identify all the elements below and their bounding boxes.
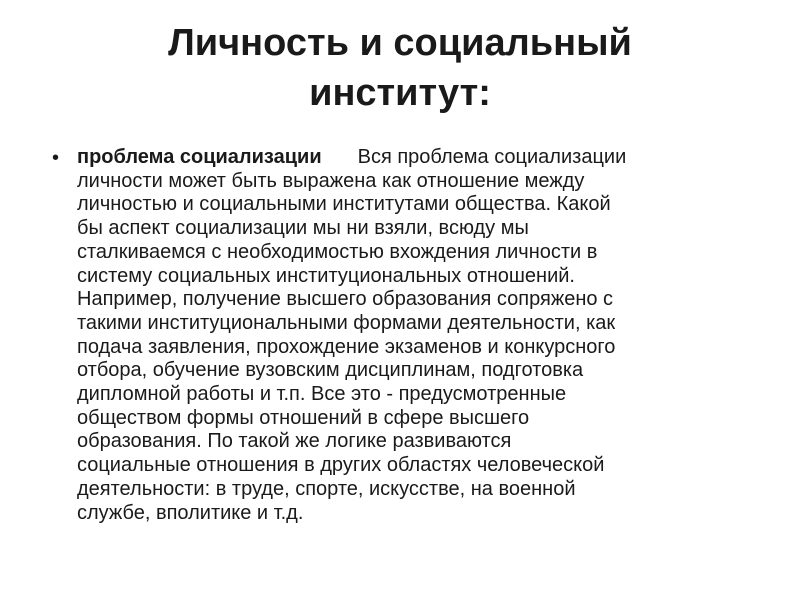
body-line-2: личности может быть выражена как отношение между (77, 169, 585, 192)
body-line-16: службе, вполитике и т.д. (77, 501, 304, 524)
body-line-14: социальные отношения в других областях человеческой (77, 454, 605, 477)
bullet-paragraph (77, 146, 752, 525)
body-line-3: личностью и социальными институтами общества. Какой (77, 193, 611, 216)
bullet-icon: • (52, 147, 60, 169)
body-line-5: сталкиваемся с необходимостью вхождения личности в (77, 240, 598, 263)
slide-title-line-2: институт: (309, 72, 491, 114)
bullet-item (52, 146, 752, 525)
body-line-15: деятельности: в труде, спорте, искусстве, на военной (77, 477, 576, 500)
body-line-7: Например, получение высшего образования сопряжено с (77, 288, 614, 311)
body-line-8: такими институциональными формами деятельности, как (77, 311, 616, 334)
slide-title-line-1: Личность и социальный (168, 22, 632, 64)
body-line-13: образования. По такой же логике развиваются (77, 430, 512, 453)
body-line-9: подача заявления, прохождение экзаменов и конкурсного (77, 335, 616, 358)
slide-content (52, 146, 752, 525)
body-line-4: бы аспект социализации мы ни взяли, всюду мы (77, 217, 529, 240)
body-line-11: дипломной работы и т.п. Все это - предусмотренные (77, 383, 567, 406)
body-line-6: систему социальных институциональных отношений. (77, 264, 575, 287)
bullet-term: проблема социализации (77, 146, 322, 168)
body-line-10: отбора, обучение вузовским дисциплинам, подготовка (77, 359, 584, 382)
body-line-12: обществом формы отношений в сфере высшего (77, 406, 530, 429)
body-line-1: Вся проблема социализации (357, 146, 627, 168)
slide-title (60, 18, 740, 118)
